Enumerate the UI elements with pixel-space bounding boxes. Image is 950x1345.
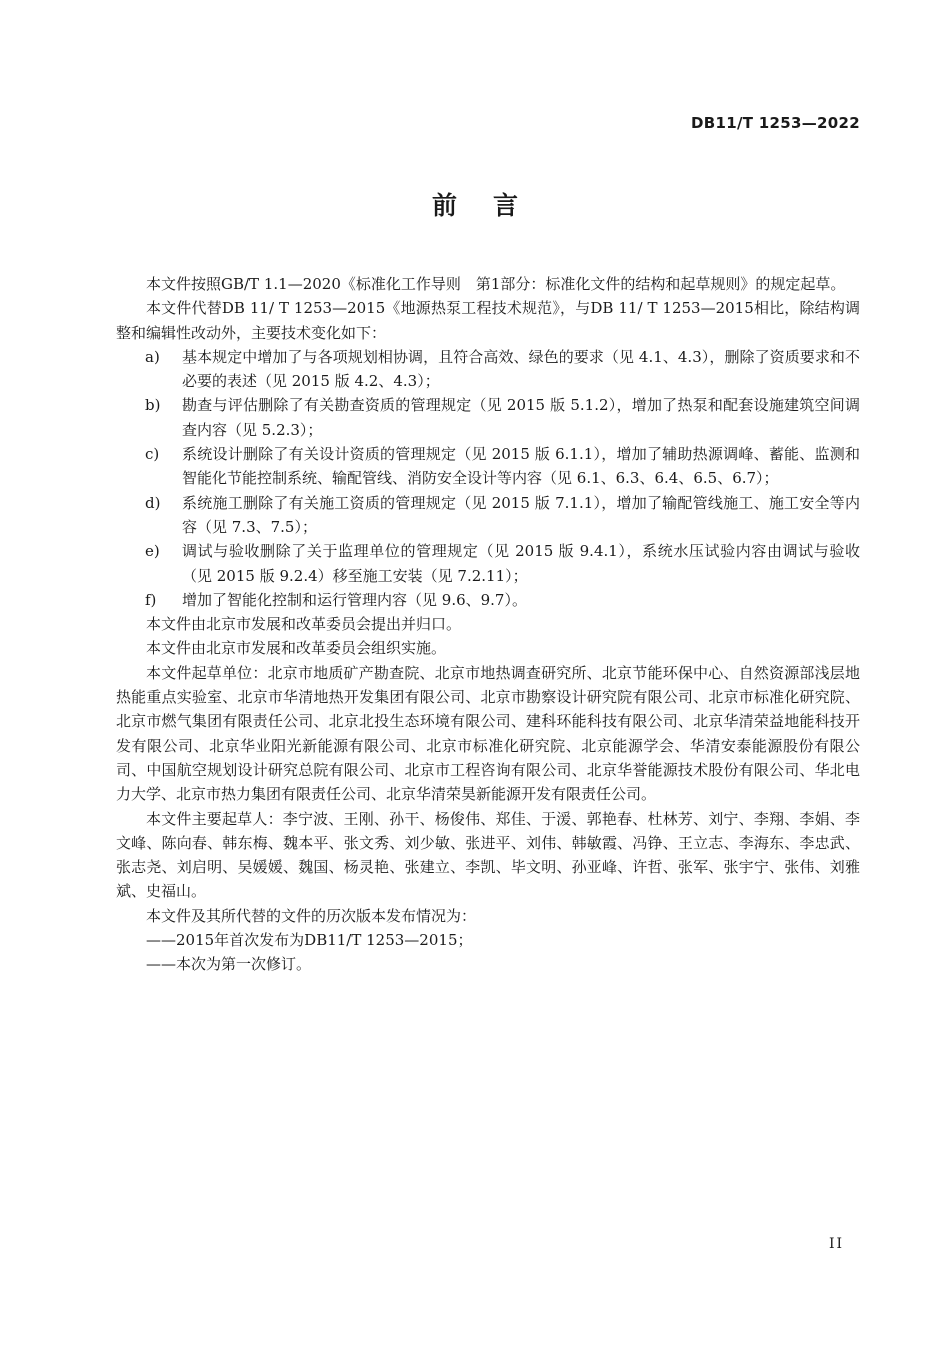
list-item — [145, 539, 860, 588]
list-marker: c) — [145, 445, 160, 464]
list-item-text: 增加了智能化控制和运行管理内容（见 9.6、9.7）。 — [182, 590, 527, 609]
list-item — [145, 588, 860, 612]
paragraph-drafting-units: 本文件起草单位：北京市地质矿产勘查院、北京市地热调查研究所、北京节能环保中心、自然资源部浅层地热能重点实验室、北京市华清地热开发集团有限公司、北京市勘察设计研究院有限公司、北京市标准化研究院、北京市燃气集团有限责任公司、北京北投生态环境有限公司、建科环能科技有限公司、北京华清荣益地能科技开发有限公司、北京华业阳光新能源有限公司、北京市标准化研究院、北京能源学会、华清安泰能源股份有限公司、中国航空规划设计研究总院有限公司、北京市工程咨询有限公司、北京华誉能源技术股份有限公司、华北电力大学、北京市热力集团有限责任公司、北京华清荣昊新能源开发有限责任公司。 — [116, 663, 860, 804]
page-title: 前言 — [431, 191, 554, 220]
paragraph-proposed-by: 本文件由北京市发展和改革委员会提出并归口。 — [146, 615, 462, 634]
paragraph-drafting-rules: 本文件按照GB/T 1.1—2020《标准化工作导则 第1部分：标准化文件的结构和起草规则》的规定起草。 — [146, 275, 846, 293]
list-marker: e) — [145, 542, 160, 561]
list-item-text: 调试与验收删除了关于监理单位的管理规定（见 2015 版 9.4.1），系统水压试验内容由调试与验收（见 2015 版 9.2.4）移至施工安装（见 7.2.11）； — [182, 542, 860, 585]
history-item: ——本次为第一次修订。 — [146, 955, 312, 974]
list-marker: a) — [145, 347, 160, 366]
list-item — [145, 491, 860, 540]
list-marker: b) — [145, 396, 161, 415]
paragraph-drafters: 本文件主要起草人：李宁波、王刚、孙干、杨俊伟、郑佳、于湲、郭艳春、杜林芳、刘宁、李翔、李娟、李文峰、陈向春、韩东梅、魏本平、张文秀、刘少敏、张进平、刘伟、韩敏霞、冯铮、王立志、李海东、李忠武、张志尧、刘启明、吴媛媛、魏国、杨灵艳、张建立、李凯、毕文明、孙亚峰、许哲、张军、张宇宁、张伟、刘雅斌、史福山。 — [116, 809, 860, 901]
page-number: II — [828, 1236, 844, 1252]
list-item-text: 勘查与评估删除了有关勘查资质的管理规定（见 2015 版 5.1.2），增加了热泵和配套设施建筑空间调查内容（见 5.2.3）； — [182, 396, 860, 439]
paragraph-history-intro: 本文件及其所代替的文件的历次版本发布情况为： — [146, 906, 477, 925]
list-marker: f) — [145, 590, 157, 609]
list-item-text: 系统施工删除了有关施工资质的管理规定（见 2015 版 7.1.1），增加了输配管线施工、施工安全等内容（见 7.3、7.5）； — [182, 493, 860, 536]
list-item-text: 基本规定中增加了与各项规划相协调，且符合高效、绿色的要求（见 4.1、4.3），删除了资质要求和不必要的表述（见 2015 版 4.2、4.3）； — [182, 347, 860, 391]
document-body — [116, 272, 860, 977]
list-item — [145, 345, 860, 394]
paragraph-replacement: 本文件代替DB 11/ T 1253—2015《地源热泵工程技术规范》，与DB 11/ T 1253—2015相比，除结构调整和编辑性改动外，主要技术变化如下： — [116, 299, 860, 342]
list-marker: d) — [145, 493, 161, 512]
list-item-text: 系统设计删除了有关设计资质的管理规定（见 2015 版 6.1.1），增加了辅助热源调峰、蓄能、监测和智能化节能控制系统、输配管线、消防安全设计等内容（见 6.1、6.3、6.4、6.5、6.7）； — [182, 445, 860, 488]
document-code: DB11/T 1253—2022 — [691, 114, 860, 132]
list-item — [145, 442, 860, 491]
history-item: ——2015年首次发布为DB11/T 1253—2015； — [146, 931, 473, 950]
paragraph-organized-by: 本文件由北京市发展和改革委员会组织实施。 — [146, 639, 447, 658]
list-item — [145, 393, 860, 442]
